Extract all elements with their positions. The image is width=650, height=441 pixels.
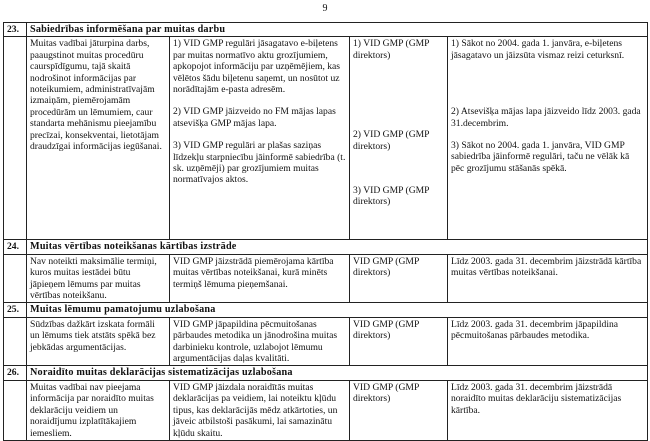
responsible-item: 2) VID GMP (GMP direktors) bbox=[353, 129, 430, 152]
deadline-cell: Līdz 2003. gada 31. decembrim jāizstrādā kārtība muitas vērtības noteikšanai. bbox=[448, 254, 648, 303]
responsible-item: 3) VID GMP (GMP direktors) bbox=[353, 185, 430, 208]
action-cell: VID GMP jāpapildina pēcmuitošanas pārbaudes metodika un jānodrošina muitas darbinieku kontrole, uzlabojot lēmumu argumentācijas daļas kvalitāti. bbox=[170, 317, 350, 366]
action-cell: VID GMP jāizstrādā piemērojama kārtība muitas vērtības noteikšanai, kurā minēts termiņš lēmuma pieņemšanai. bbox=[170, 254, 350, 303]
responsible-cell: VID GMP (GMP direktors) bbox=[350, 380, 448, 440]
deadline-item: 2) Atsevišķa mājas lapa jāizveido līdz 2003. gada 31.decembrim. bbox=[451, 106, 641, 129]
section-header-row bbox=[4, 303, 648, 317]
action-item: 1) VID GMP regulāri jāsagatavo e-biļetens par muitas normatīvo aktu grozījumiem, apkopojot informāciju par uzņēmējiem, kas vēlētos šādu biļetenu saņemt, un nosūtot uz norādītajām e-pasta adresēm. bbox=[173, 38, 341, 96]
section-title: Sabiedrības informēšana par muitas darbu bbox=[27, 23, 648, 37]
section-number: 23. bbox=[4, 23, 27, 37]
section-number: 25. bbox=[4, 303, 27, 317]
number-cell bbox=[4, 254, 27, 303]
number-cell bbox=[4, 37, 27, 240]
deadline-cell: Līdz 2003. gada 31. decembrim jāpapildina pēcmuitošanas pārbaudes metodika. bbox=[448, 317, 648, 366]
deadline-cell: Līdz 2003. gada 31. decembrim jāizstrādā noraidīto muitas deklarāciju sistematizācijas kārtība. bbox=[448, 380, 648, 440]
responsible-cell: VID GMP (GMP direktors) bbox=[350, 317, 448, 366]
responsible-cell: VID GMP (GMP direktors) bbox=[350, 254, 448, 303]
number-cell bbox=[4, 380, 27, 440]
responsible-item: 1) VID GMP (GMP direktors) bbox=[353, 38, 430, 61]
section-content-row bbox=[4, 254, 648, 303]
deadline-item: 3) Sākot no 2004. gada 1. janvāra, VID GMP sabiedrība jāinformē regulāri, taču ne vēlāk kā pēc grozījumu stāšanās spēkā. bbox=[451, 140, 630, 174]
section-number: 26. bbox=[4, 366, 27, 380]
section-title: Muitas vērtības noteikšanas kārtības izstrāde bbox=[27, 240, 648, 254]
action-cell bbox=[170, 37, 350, 240]
section-content-row bbox=[4, 380, 648, 440]
section-header-row bbox=[4, 23, 648, 37]
section-number: 24. bbox=[4, 240, 27, 254]
section-title: Noraidīto muitas deklarācijas sistematizācijas uzlabošana bbox=[27, 366, 648, 380]
section-content-row bbox=[4, 317, 648, 366]
deadline-cell bbox=[448, 37, 648, 240]
action-item: 3) VID GMP regulāri ar plašas saziņas līdzekļu starpniecību jāinformē sabiedrība (t. sk. uzņēmēji) par grozījumiem muitas normatīvajos aktos. bbox=[173, 140, 346, 186]
section-header-row bbox=[4, 240, 648, 254]
section-header-row bbox=[4, 366, 648, 380]
problem-cell: Nav noteikti maksimālie termiņi, kuros muitas iestādei būtu jāpieņem lēmums par muitas vērtības noteikšanu. bbox=[27, 254, 170, 303]
problem-cell: Sūdzības dažkārt izskata formāli un lēmums tiek atstāts spēkā bez jebkādas argumentācijas. bbox=[27, 317, 170, 366]
section-content-row bbox=[4, 37, 648, 240]
problem-cell: Muitas vadībai nav pieejama informācija par noraidīto muitas deklarāciju veidiem un noraidījumu izplatītākajiem iemesliem. bbox=[27, 380, 170, 440]
page-number: 9 bbox=[322, 3, 328, 14]
deadline-item: 1) Sākot no 2004. gada 1. janvāra, e-biļetens jāsagatavo un jāizsūta vismaz reizi ceturksnī. bbox=[451, 38, 625, 61]
action-cell: VID GMP jāizdala noraidītās muitas deklarācijas pa veidiem, lai noteiktu kļūdu tipus, kas deklarācijās mēdz atkārtoties, un jāveic atbilstoši pasākumi, lai samazinātu kļūdu skaitu. bbox=[170, 380, 350, 440]
action-item: 2) VID GMP jāizveido no FM mājas lapas atsevišķa GMP mājas lapa. bbox=[173, 106, 336, 129]
section-title: Muitas lēmumu pamatojumu uzlabošana bbox=[27, 303, 648, 317]
responsible-cell bbox=[350, 37, 448, 240]
action-plan-table bbox=[3, 22, 648, 441]
problem-cell: Muitas vadībai jāturpina darbs, paaugstinot muitas procedūru caurspīdīgumu, tajā skaitā nodrošinot informācijas par noteikumiem, administratīvajām izmaiņām, piemērojamām procedūrām un lēmumiem, caur standarta mehānismu pieejamību precīzai, konsekventai, lietotājam draudzīgai informācijas iegūšanai. bbox=[27, 37, 170, 240]
number-cell bbox=[4, 317, 27, 366]
